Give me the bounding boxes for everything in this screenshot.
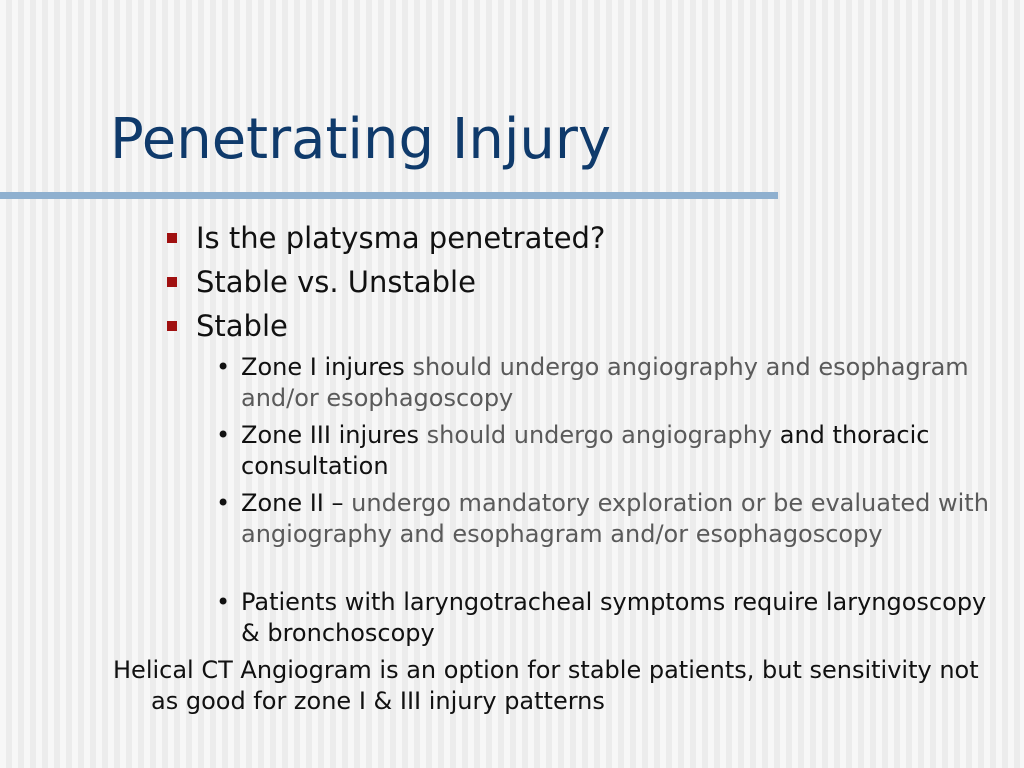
footer-note: Helical CT Angiogram is an option for stable patients, but sensitivity not as good for zone I & III injury patterns	[113, 656, 979, 715]
zone-3-detail: should undergo angiography	[418, 421, 773, 449]
sub-bullet-zone-2	[241, 488, 1001, 550]
sub-bullet-laryngotracheal	[241, 587, 1001, 649]
sub-bullet-zone-1	[241, 352, 1001, 414]
laryngotracheal-text: Patients with laryngotracheal symptoms require laryngoscopy & bronchoscopy	[241, 588, 987, 647]
sub-bullet-zone-3	[241, 420, 1001, 482]
dot-bullet-icon: •	[216, 489, 231, 517]
bullet-platysma: Is the platysma penetrated?	[196, 221, 606, 255]
square-bullet-icon	[167, 277, 177, 287]
dot-bullet-icon: •	[216, 588, 231, 616]
square-bullet-icon	[167, 321, 177, 331]
zone-2-lead: Zone II –	[241, 489, 344, 517]
zone-1-detail: should undergo angiography and esophagram and/or esophagoscopy	[241, 353, 969, 412]
bullet-stable: Stable	[196, 309, 288, 343]
zone-1-lead: Zone I injures	[241, 353, 405, 381]
square-bullet-icon	[167, 233, 177, 243]
bullet-stable-vs-unstable: Stable vs. Unstable	[196, 265, 476, 299]
zone-3-lead: Zone III injures	[241, 421, 419, 449]
dot-bullet-icon: •	[216, 353, 231, 381]
slide-title: Penetrating Injury	[110, 107, 612, 172]
zone-2-detail: undergo mandatory exploration or be evaluated with angiography and esophagram and/or esophagoscopy	[241, 489, 989, 548]
dot-bullet-icon: •	[216, 421, 231, 449]
zone-3-tail: and thoracic consultation	[241, 421, 930, 480]
